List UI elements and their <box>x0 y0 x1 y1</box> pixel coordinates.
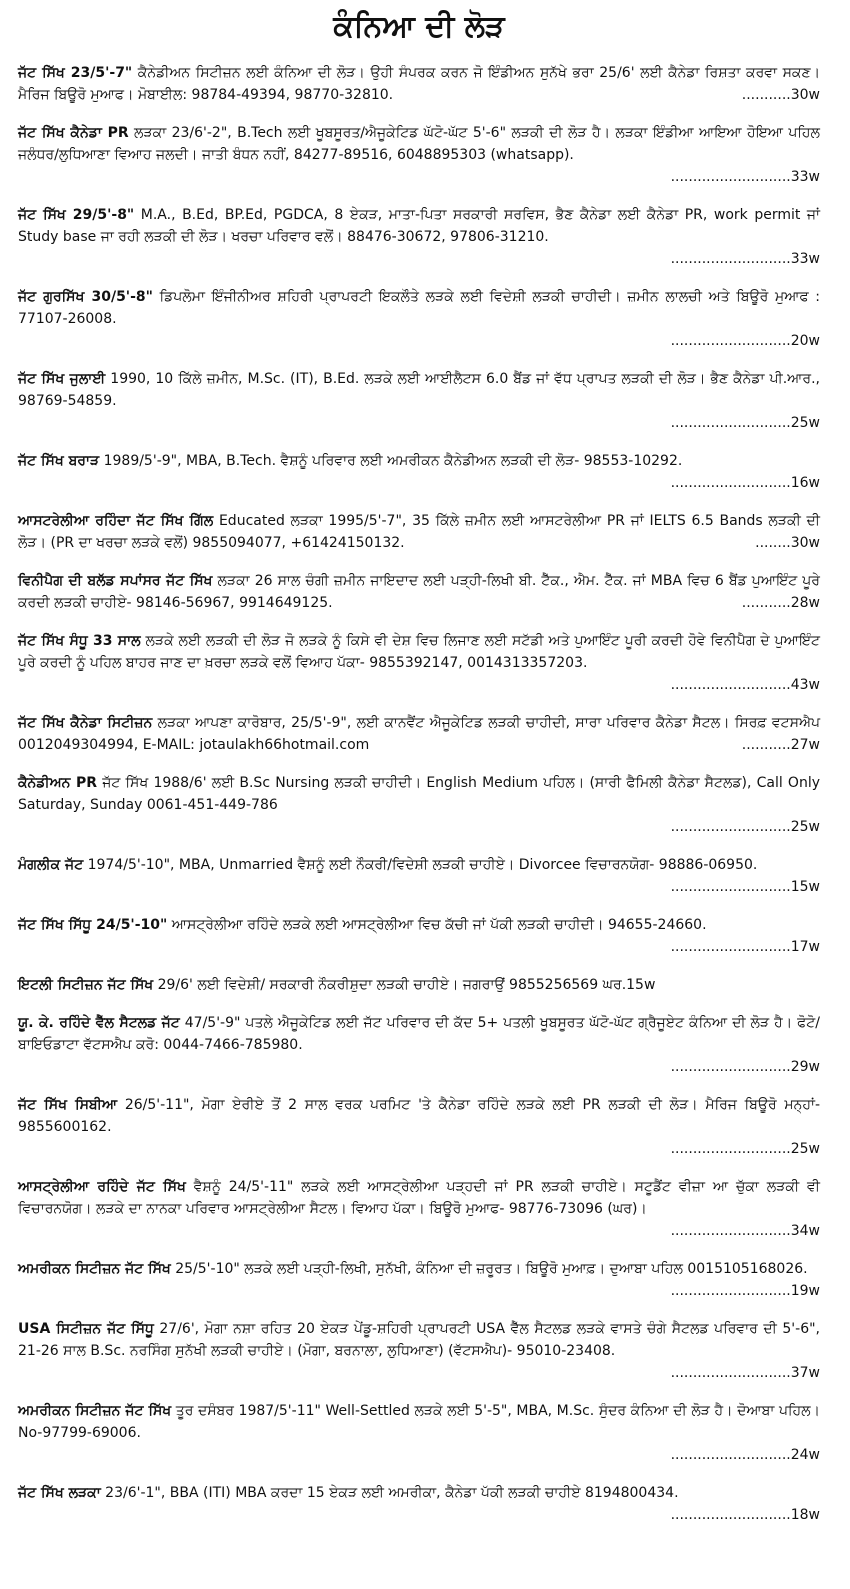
ad-lead: ਜੱਟ ਸਿੱਖ ਜੁਲਾਈ <box>18 371 106 387</box>
ad-body: 23/6'-1", BBA (ITI) MBA ਕਰਦਾ 15 ਏਕੜ ਲਈ ਅਮਰੀਕਾ, ਕੈਨੇਡਾ ਪੱਕੀ ਲੜਕੀ ਚਾਹੀਏ 8194800434. <box>100 1485 679 1501</box>
ad-rate: ...........................18w <box>670 1507 820 1523</box>
ad-lead: ਜੱਟ ਸਿੱਖ ਕੈਨੇਡਾ PR <box>18 125 129 141</box>
ad-body: ਕੈਨੇਡੀਅਨ ਸਿਟੀਜ਼ਨ ਲਈ ਕੰਨਿਆ ਦੀ ਲੋੜ। ਉਹੀ ਸੰਪਰਕ ਕਰਨ ਜੋ ਇੰਡੀਅਨ ਸੁਨੱਖੇ ਭਰਾ 25/6' ਲਈ ਕੈਨੇਡਾ ਰਿਸ਼ਤਾ ਕਰਵਾ ਸਕਣ। ਮੈਰਿਜ ਬਿਊਰੋ ਮੁਆਫ। ਮੋਬਾਈਲ: 98784-49394, 98770-32810. <box>18 65 821 103</box>
ad-lead: ਜੱਟ ਸਿੱਖ ਲੜਕਾ <box>18 1485 101 1501</box>
page-title: ਕੰਨਿਆ ਦੀ ਲੋੜ <box>333 9 505 44</box>
ads-list <box>18 62 820 1526</box>
ad-body: ਆਸਟ੍ਰੇਲੀਆ ਰਹਿੰਦੇ ਲੜਕੇ ਲਈ ਆਸਟ੍ਰੇਲੀਆ ਵਿਚ ਕੱਚੀ ਜਾਂ ਪੱਕੀ ਲੜਕੀ ਚਾਹੀਦੀ। 94655-24660. <box>167 917 707 933</box>
ad-lead: ਯੂ. ਕੇ. ਰਹਿੰਦੇ ਵੈੱਲ ਸੈਟਲਡ ਜੱਟ <box>18 1015 180 1031</box>
ad-item <box>18 122 820 188</box>
ad-body: ਲੜਕਾ ਆਪਣਾ ਕਾਰੋਬਾਰ, 25/5'-9", ਲਈ ਕਾਨਵੈਂਟ ਐਜੂਕੇਟਿਡ ਲੜਕੀ ਚਾਹੀਦੀ, ਸਾਰਾ ਪਰਿਵਾਰ ਕੈਨੇਡਾ ਸੈਟਲ। ਸਿਰਫ਼ ਵਟਸਐਪ 0012049304994, E-MAIL: jotaulakh66hotmail.com <box>18 715 820 753</box>
ad-item <box>18 1318 820 1384</box>
ad-rate: ........30w <box>755 535 820 551</box>
ad-rate: ...........................15w <box>670 879 820 895</box>
ad-lead: ਮੰਗਲੀਕ ਜੱਟ <box>18 857 84 873</box>
ad-rate: ...........................33w <box>670 251 820 267</box>
ad-rate: ...........................16w <box>670 475 820 491</box>
ad-rate: ...........................20w <box>670 333 820 349</box>
ad-item <box>18 854 820 898</box>
ad-item <box>18 62 820 106</box>
ad-body: ਲੜਕੇ ਲਈ ਲੜਕੀ ਦੀ ਲੋੜ ਜੋ ਲੜਕੇ ਨੂੰ ਕਿਸੇ ਵੀ ਦੇਸ਼ ਵਿਚ ਲਿਜਾਣ ਲਈ ਸਟੱਡੀ ਅਤੇ ਪੁਆਇੰਟ ਪੂਰੀ ਕਰਦੀ ਹੋਵੇ ਵਿਨੀਪੈਗ ਦੇ ਪੁਆਇੰਟ ਪੂਰੇ ਕਰਦੀ ਨੂੰ ਪਹਿਲ ਬਾਹਰ ਜਾਣ ਦਾ ਖ਼ਰਚਾ ਲੜਕੇ ਵਲੋਂ ਵਿਆਹ ਪੱਕਾ- 9855392147, 0014313357203. <box>18 633 820 671</box>
ad-body: ਜੱਟ ਸਿੱਖ 1988/6' ਲਈ B.Sc Nursing ਲੜਕੀ ਚਾਹੀਦੀ। English Medium ਪਹਿਲ। (ਸਾਰੀ ਫੈਮਿਲੀ ਕੈਨੇਡਾ ਸੈਟਲਡ), Call Only Saturday, Sunday 0061-451-449-786 <box>18 775 820 813</box>
ad-body: 29/6' ਲਈ ਵਿਦੇਸ਼ੀ/ ਸਰਕਾਰੀ ਨੌਕਰੀਸ਼ੁਦਾ ਲੜਕੀ ਚਾਹੀਏ। ਜਗਰਾਉਂ 9855256569 ਘਰ <box>153 977 622 993</box>
ad-body: 25/5'-10" ਲੜਕੇ ਲਈ ਪੜ੍ਹੀ-ਲਿਖੀ, ਸੁਨੱਖੀ, ਕੰਨਿਆ ਦੀ ਜ਼ਰੂਰਤ। ਬਿਊਰੋ ਮੁਆਫ਼। ਦੁਆਬਾ ਪਹਿਲ 0015105168026. <box>170 1261 808 1277</box>
ad-rate: ...........................25w <box>670 415 820 431</box>
ad-body: ਲੜਕਾ 26 ਸਾਲ ਚੰਗੀ ਜ਼ਮੀਨ ਜਾਇਦਾਦ ਲਈ ਪੜ੍ਹੀ-ਲਿਖੀ ਬੀ. ਟੈੱਕ., ਐਮ. ਟੈੱਕ. ਜਾਂ MBA ਵਿਚ 6 ਬੈਂਡ ਪੁਆਇੰਟ ਪੂਰੇ ਕਰਦੀ ਲੜਕੀ ਚਾਹੀਏ- 98146-56967, 9914649125. <box>18 573 820 611</box>
ad-rate: ...........27w <box>741 737 820 753</box>
ad-body: 47/5'-9" ਪਤਲੇ ਐਜੂਕੇਟਿਡ ਲਈ ਜੱਟ ਪਰਿਵਾਰ ਦੀ ਕੱਦ 5+ ਪਤਲੀ ਖੂਬਸੂਰਤ ਘੱਟੋ-ਘੱਟ ਗ੍ਰੈਜੂਏਟ ਕੰਨਿਆ ਦੀ ਲੋੜ ਹੈ। ਫੋਟੋ/ਬਾਇਓਡਾਟਾ ਵੱਟਸਐਪ ਕਰੋ: 0044-7466-785980. <box>18 1015 820 1053</box>
ad-item <box>18 914 820 958</box>
ad-lead: ਕੈਨੇਡੀਅਨ PR <box>18 775 98 791</box>
ad-rate: ...........................33w <box>670 169 820 185</box>
ad-item <box>18 570 820 614</box>
ad-body: 1974/5'-10", MBA, Unmarried ਵੈਸ਼ਨੂੰ ਲਈ ਨੌਕਰੀ/ਵਿਦੇਸ਼ੀ ਲੜਕੀ ਚਾਹੀਏ। Divorcee ਵਿਚਾਰਨਯੋਗ- 98886-06950. <box>83 857 758 873</box>
ad-lead: ਆਸਟਰੇਲੀਆ ਰਹਿੰਦਾ ਜੱਟ ਸਿੱਖ ਗਿੱਲ <box>18 513 214 529</box>
ad-rate: ...........30w <box>741 87 820 103</box>
ad-body: ਵੈਸ਼ਨੂੰ 24/5'-11" ਲੜਕੇ ਲਈ ਆਸਟ੍ਰੇਲੀਆ ਪੜ੍ਹਦੀ ਜਾਂ PR ਲੜਕੀ ਚਾਹੀਏ। ਸਟੂਡੈਂਟ ਵੀਜ਼ਾ ਆ ਚੁੱਕਾ ਲੜਕੀ ਵੀ ਵਿਚਾਰਨਯੋਗ। ਲੜਕੇ ਦਾ ਨਾਨਕਾ ਪਰਿਵਾਰ ਆਸਟ੍ਰੇਲੀਆ ਸੈਟਲ। ਵਿਆਹ ਪੱਕਾ। ਬਿਊਰੋ ਮੁਆਫ- 98776-73096 (ਘਰ)। <box>18 1179 820 1217</box>
ad-lead: ਵਿਨੀਪੈਗ ਦੀ ਬਲੱਡ ਸਪਾਂਸਰ ਜੱਟ ਸਿੱਖ <box>18 573 213 589</box>
ad-lead: ਜੱਟ ਗੁਰਸਿੱਖ 30/5'-8" <box>18 289 153 305</box>
ad-lead: ਜੱਟ ਸਿੱਖ 23/5'-7" <box>18 65 133 81</box>
ad-rate: ...........................17w <box>670 939 820 955</box>
ad-rate: ...........................29w <box>670 1059 820 1075</box>
ad-body: 27/6', ਮੋਗਾ ਨਸ਼ਾ ਰਹਿਤ 20 ਏਕੜ ਪੇਂਡੂ-ਸ਼ਹਿਰੀ ਪ੍ਰਾਪਰਟੀ USA ਵੈੱਲ ਸੈਟਲਡ ਲੜਕੇ ਵਾਸਤੇ ਚੰਗੇ ਸੈਟਲਡ ਪਰਿਵਾਰ ਦੀ 5'-6", 21-26 ਸਾਲ B.Sc. ਨਰਸਿੰਗ ਸੁਨੱਖੀ ਲੜਕੀ ਚਾਹੀਏ। (ਮੋਗਾ, ਬਰਨਾਲਾ, ਲੁਧਿਆਣਾ) (ਵੱਟਸਐਪ)- 95010-23408. <box>18 1321 820 1359</box>
ad-rate: ...........................19w <box>670 1283 820 1299</box>
ad-item <box>18 630 820 696</box>
ad-body: 26/5'-11", ਮੋਗਾ ਏਰੀਏ ਤੋਂ 2 ਸਾਲ ਵਰਕ ਪਰਮਿਟ 'ਤੇ ਕੈਨੇਡਾ ਰਹਿੰਦੇ ਲੜਕੇ ਲਈ PR ਲੜਕੀ ਦੀ ਲੋੜ। ਮੈਰਿਜ ਬਿਊਰੋ ਮਨ੍ਹਾਂ- 9855600162. <box>18 1097 820 1135</box>
ad-lead: ਜੱਟ ਸਿੱਖ ਸਿਬੀਆ <box>18 1097 118 1113</box>
ad-rate: .15w <box>621 977 656 993</box>
ad-item <box>18 1176 820 1242</box>
ad-lead: USA ਸਿਟੀਜ਼ਨ ਜੱਟ ਸਿੱਧੂ <box>18 1321 154 1337</box>
ad-body: 1990, 10 ਕਿੱਲੇ ਜ਼ਮੀਨ, M.Sc. (IT), B.Ed. ਲੜਕੇ ਲਈ ਆਈਲੈਟਸ 6.0 ਬੈਂਡ ਜਾਂ ਵੱਧ ਪ੍ਰਾਪਤ ਲੜਕੀ ਦੀ ਲੋੜ। ਭੈਣ ਕੈਨੇਡਾ ਪੀ.ਆਰ., 98769-54859. <box>18 371 820 409</box>
ad-lead: ਜੱਟ ਸਿੱਖ ਸਿੱਧੂ 24/5'-10" <box>18 917 168 933</box>
ad-item <box>18 1400 820 1466</box>
ad-item <box>18 204 820 270</box>
ad-rate: ...........................43w <box>670 677 820 693</box>
ad-item <box>18 286 820 352</box>
ad-body: ਲੜਕਾ 23/6'-2", B.Tech ਲਈ ਖੂਬਸੂਰਤ/ਐਜੂਕੇਟਿਡ ਘੱਟੋ-ਘੱਟ 5'-6" ਲੜਕੀ ਦੀ ਲੋੜ ਹੈ। ਲੜਕਾ ਇੰਡੀਆ ਆਇਆ ਹੋਇਆ ਪਹਿਲ ਜਲੰਧਰ/ਲੁਧਿਆਣਾ ਵਿਆਹ ਜਲਦੀ। ਜਾਤੀ ਬੰਧਨ ਨਹੀਂ, 84277-89516, 6048895303 (whatsapp). <box>18 125 820 163</box>
ad-rate: ...........................37w <box>670 1365 820 1381</box>
ad-item <box>18 1258 820 1302</box>
ad-lead: ਜੱਟ ਸਿੱਖ 29/5'-8" <box>18 207 135 223</box>
ad-item <box>18 1482 820 1526</box>
ad-item <box>18 712 820 756</box>
ad-lead: ਜੱਟ ਸਿੱਖ ਸੰਧੂ 33 ਸਾਲ <box>18 633 141 649</box>
ad-item <box>18 450 820 494</box>
ad-lead: ਅਮਰੀਕਨ ਸਿਟੀਜ਼ਨ ਜੱਟ ਸਿੱਖ <box>18 1261 171 1277</box>
ad-rate: ...........28w <box>741 595 820 611</box>
ad-rate: ...........................34w <box>670 1223 820 1239</box>
ad-body: ਤੂਰ ਦਸੰਬਰ 1987/5'-11" Well-Settled ਲੜਕੇ ਲਈ 5'-5", MBA, M.Sc. ਸੁੰਦਰ ਕੰਨਿਆ ਦੀ ਲੋੜ ਹੈ। ਦੋਆਬਾ ਪਹਿਲ। No-97799-69006. <box>18 1403 820 1441</box>
ad-lead: ਇਟਲੀ ਸਿਟੀਜ਼ਨ ਜੱਟ ਸਿੱਖ <box>18 977 154 993</box>
ad-item <box>18 1012 820 1078</box>
ad-lead: ਅਮਰੀਕਨ ਸਿਟੀਜ਼ਨ ਜੱਟ ਸਿੱਖ <box>18 1403 172 1419</box>
ad-body: M.A., B.Ed, BP.Ed, PGDCA, 8 ਏਕੜ, ਮਾਤਾ-ਪਿਤਾ ਸਰਕਾਰੀ ਸਰਵਿਸ, ਭੈਣ ਕੈਨੇਡਾ ਲਈ ਕੈਨੇਡਾ PR, work permit ਜਾਂ Study base ਜਾ ਰਹੀ ਲੜਕੀ ਦੀ ਲੋੜ। ਖਰਚਾ ਪਰਿਵਾਰ ਵਲੋਂ। 88476-30672, 97806-31210. <box>18 207 821 245</box>
ad-body: Educated ਲੜਕਾ 1995/5'-7", 35 ਕਿੱਲੇ ਜ਼ਮੀਨ ਲਈ ਆਸਟਰੇਲੀਆ PR ਜਾਂ IELTS 6.5 Bands ਲੜਕੀ ਦੀ ਲੋੜ। (PR ਦਾ ਖਰਚਾ ਲੜਕੇ ਵਲੋਂ) 9855094077, +61424150132. <box>18 513 820 551</box>
ad-item <box>18 368 820 434</box>
ad-body: 1989/5'-9", MBA, B.Tech. ਵੈਸ਼ਨੂੰ ਪਰਿਵਾਰ ਲਈ ਅਮਰੀਕਨ ਕੈਨੇਡੀਅਨ ਲੜਕੀ ਦੀ ਲੋੜ- 98553-10292. <box>99 453 683 469</box>
ad-rate: ...........................25w <box>670 819 820 835</box>
ad-item <box>18 1094 820 1160</box>
ad-item <box>18 974 820 996</box>
ad-rate: ...........................24w <box>670 1447 820 1463</box>
ad-item <box>18 510 820 554</box>
ad-item <box>18 772 820 838</box>
ad-rate: ...........................25w <box>670 1141 820 1157</box>
ad-lead: ਜੱਟ ਸਿੱਖ ਕੈਨੇਡਾ ਸਿਟੀਜ਼ਨ <box>18 715 153 731</box>
ad-lead: ਆਸਟ੍ਰੇਲੀਆ ਰਹਿੰਦੇ ਜੱਟ ਸਿੱਖ <box>18 1179 186 1195</box>
ad-lead: ਜੱਟ ਸਿੱਖ ਬਰਾੜ <box>18 453 100 469</box>
ad-body: ਡਿਪਲੋਮਾ ਇੰਜੀਨੀਅਰ ਸ਼ਹਿਰੀ ਪ੍ਰਾਪਰਟੀ ਇਕਲੌਤੇ ਲੜਕੇ ਲਈ ਵਿਦੇਸ਼ੀ ਲੜਕੀ ਚਾਹੀਦੀ। ਜ਼ਮੀਨ ਲਾਲਚੀ ਅਤੇ ਬਿਊਰੋ ਮੁਆਫ : 77107-26008. <box>18 289 821 327</box>
